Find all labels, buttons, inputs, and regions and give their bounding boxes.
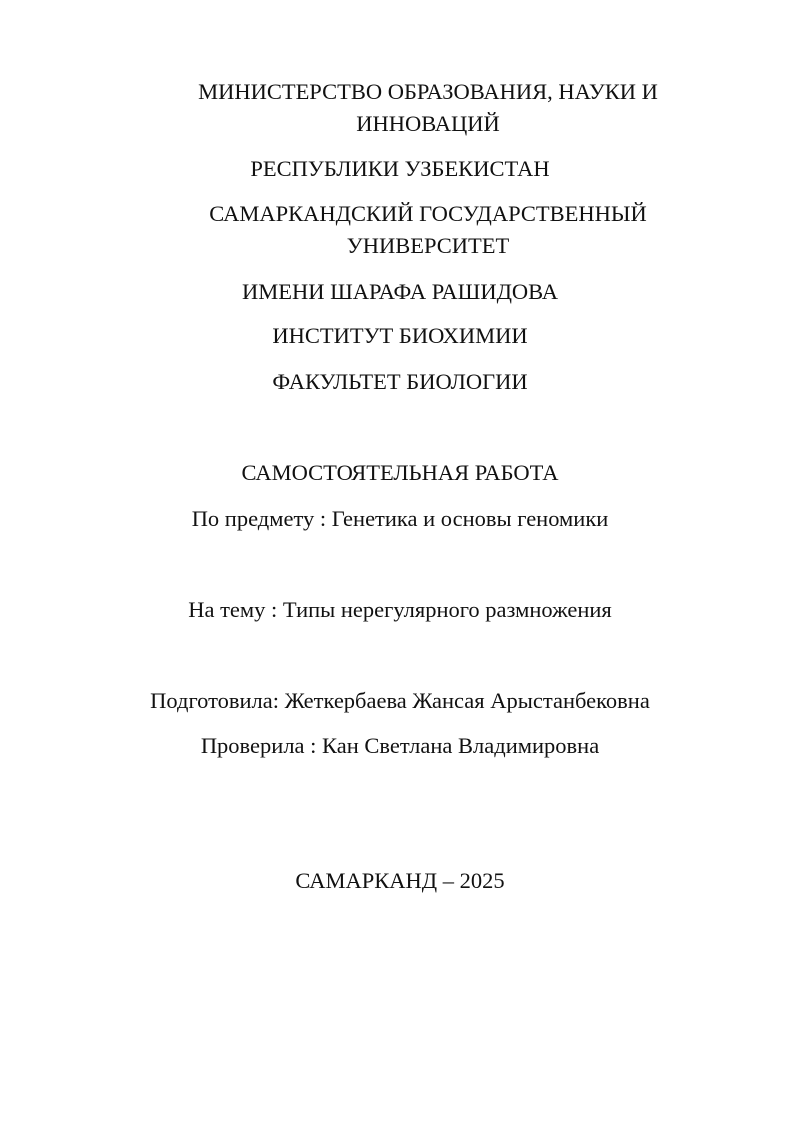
- work-type-title: САМОСТОЯТЕЛЬНАЯ РАБОТА: [241, 460, 559, 485]
- subject-line: По предмету : Генетика и основы геномики: [191, 506, 609, 531]
- university-heading: САМАРКАНДСКИЙ ГОСУДАРСТВЕННЫЙ УНИВЕРСИТЕТ: [209, 201, 647, 258]
- republic-heading: РЕСПУБЛИКИ УЗБЕКИСТАН: [250, 156, 550, 181]
- ministry-heading: МИНИСТЕРСТВО ОБРАЗОВАНИЯ, НАУКИ И ИННОВАЦИЙ: [198, 79, 658, 136]
- city-year-footer: САМАРКАНД – 2025: [295, 868, 505, 893]
- topic-line: На тему : Типы нерегулярного размножения: [188, 597, 612, 622]
- prepared-by-line: Подготовила: Жеткербаева Жансая Арыстанбековна: [150, 688, 650, 713]
- institute-heading: ИНСТИТУТ БИОХИМИИ: [272, 323, 528, 348]
- faculty-heading: ФАКУЛЬТЕТ БИОЛОГИИ: [272, 369, 528, 394]
- checked-by-line: Проверила : Кан Светлана Владимировна: [200, 733, 600, 758]
- named-after-heading: ИМЕНИ ШАРАФА РАШИДОВА: [241, 279, 559, 304]
